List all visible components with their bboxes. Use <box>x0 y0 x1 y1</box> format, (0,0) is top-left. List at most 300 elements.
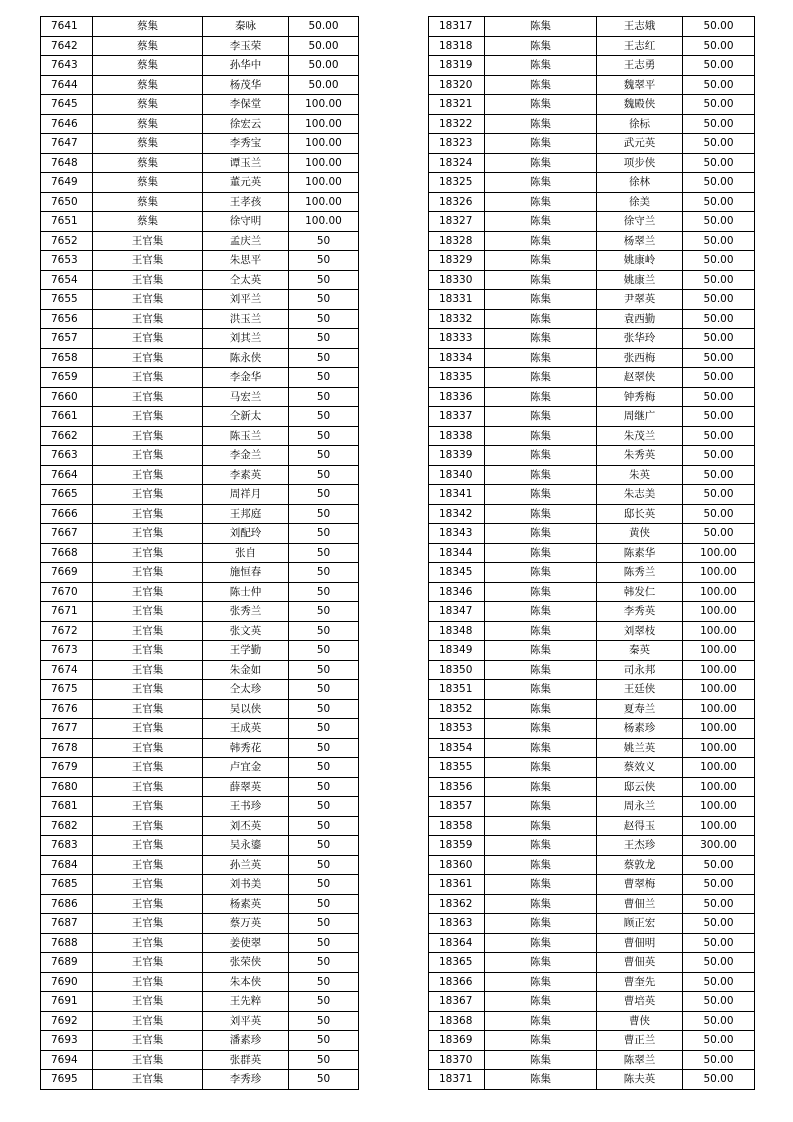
cell-name: 王志娥 <box>597 17 683 37</box>
cell-amount: 50.00 <box>683 465 755 485</box>
table-row <box>41 134 359 154</box>
table-row <box>429 36 755 56</box>
cell-number: 18321 <box>429 95 485 115</box>
cell-amount: 50 <box>289 894 359 914</box>
table-row <box>41 173 359 193</box>
cell-amount: 50 <box>289 1031 359 1051</box>
cell-number: 7693 <box>41 1031 93 1051</box>
cell-amount: 50 <box>289 992 359 1012</box>
cell-amount: 50.00 <box>683 270 755 290</box>
cell-name: 王廷侠 <box>597 680 683 700</box>
table-row <box>41 992 359 1012</box>
cell-name: 陈玉兰 <box>203 426 289 446</box>
cell-location: 陈集 <box>485 660 597 680</box>
cell-name: 朱思平 <box>203 251 289 271</box>
cell-number: 7668 <box>41 543 93 563</box>
table-row <box>429 972 755 992</box>
table-row <box>429 680 755 700</box>
cell-number: 7674 <box>41 660 93 680</box>
table-row <box>41 582 359 602</box>
table-row <box>429 426 755 446</box>
table-row <box>41 17 359 37</box>
table-row <box>429 387 755 407</box>
cell-number: 18327 <box>429 212 485 232</box>
cell-location: 陈集 <box>485 582 597 602</box>
cell-name: 张群英 <box>203 1050 289 1070</box>
cell-amount: 50 <box>289 777 359 797</box>
cell-location: 蔡集 <box>93 36 203 56</box>
cell-name: 徐宏云 <box>203 114 289 134</box>
table-row <box>41 855 359 875</box>
cell-location: 陈集 <box>485 933 597 953</box>
cell-number: 7660 <box>41 387 93 407</box>
cell-number: 18340 <box>429 465 485 485</box>
cell-amount: 100.00 <box>683 660 755 680</box>
cell-name: 张荣侠 <box>203 953 289 973</box>
cell-number: 7686 <box>41 894 93 914</box>
cell-amount: 50 <box>289 719 359 739</box>
table-row <box>41 192 359 212</box>
table-row <box>41 972 359 992</box>
table-row <box>41 699 359 719</box>
cell-name: 周继广 <box>597 407 683 427</box>
table-row <box>41 465 359 485</box>
cell-number: 18362 <box>429 894 485 914</box>
cell-location: 王官集 <box>93 348 203 368</box>
cell-name: 李秀宝 <box>203 134 289 154</box>
table-row <box>429 173 755 193</box>
cell-name: 赵得玉 <box>597 816 683 836</box>
cell-name: 李金华 <box>203 368 289 388</box>
cell-number: 18354 <box>429 738 485 758</box>
table-row <box>429 446 755 466</box>
table-row <box>429 524 755 544</box>
cell-location: 王官集 <box>93 816 203 836</box>
table-row <box>41 251 359 271</box>
cell-name: 曹奎先 <box>597 972 683 992</box>
cell-location: 陈集 <box>485 426 597 446</box>
cell-location: 陈集 <box>485 1011 597 1031</box>
table-row <box>41 446 359 466</box>
cell-amount: 50.00 <box>683 348 755 368</box>
cell-amount: 50 <box>289 875 359 895</box>
table-row <box>41 36 359 56</box>
table-row <box>429 855 755 875</box>
cell-name: 潘素珍 <box>203 1031 289 1051</box>
cell-name: 董元英 <box>203 173 289 193</box>
cell-name: 王成英 <box>203 719 289 739</box>
cell-number: 18364 <box>429 933 485 953</box>
cell-name: 姜使翠 <box>203 933 289 953</box>
cell-location: 陈集 <box>485 212 597 232</box>
cell-number: 18361 <box>429 875 485 895</box>
cell-location: 陈集 <box>485 309 597 329</box>
table-row <box>429 602 755 622</box>
cell-number: 18357 <box>429 797 485 817</box>
cell-amount: 50 <box>289 641 359 661</box>
cell-number: 18350 <box>429 660 485 680</box>
cell-location: 陈集 <box>485 114 597 134</box>
table-row <box>429 953 755 973</box>
cell-name: 王志红 <box>597 36 683 56</box>
cell-name: 蔡万英 <box>203 914 289 934</box>
cell-name: 徐守明 <box>203 212 289 232</box>
cell-amount: 50.00 <box>683 56 755 76</box>
cell-number: 18366 <box>429 972 485 992</box>
cell-location: 王官集 <box>93 777 203 797</box>
cell-location: 陈集 <box>485 855 597 875</box>
cell-amount: 50 <box>289 446 359 466</box>
cell-number: 7647 <box>41 134 93 154</box>
table-row <box>429 114 755 134</box>
cell-number: 18359 <box>429 836 485 856</box>
table-row <box>41 641 359 661</box>
cell-amount: 50.00 <box>683 504 755 524</box>
cell-name: 邸云侠 <box>597 777 683 797</box>
cell-amount: 50 <box>289 758 359 778</box>
cell-number: 7666 <box>41 504 93 524</box>
table-row <box>429 504 755 524</box>
cell-name: 陈士仲 <box>203 582 289 602</box>
cell-location: 陈集 <box>485 270 597 290</box>
cell-number: 18325 <box>429 173 485 193</box>
cell-location: 陈集 <box>485 1050 597 1070</box>
cell-number: 18335 <box>429 368 485 388</box>
cell-amount: 50.00 <box>683 368 755 388</box>
cell-name: 李玉荣 <box>203 36 289 56</box>
table-row <box>429 485 755 505</box>
cell-name: 徐守兰 <box>597 212 683 232</box>
cell-name: 朱英 <box>597 465 683 485</box>
cell-amount: 100.00 <box>683 777 755 797</box>
table-row <box>429 992 755 1012</box>
cell-name: 邸长英 <box>597 504 683 524</box>
table-row <box>429 134 755 154</box>
cell-location: 陈集 <box>485 192 597 212</box>
cell-amount: 100.00 <box>289 192 359 212</box>
right-table-body <box>429 17 755 1090</box>
cell-location: 陈集 <box>485 797 597 817</box>
cell-amount: 50.00 <box>683 855 755 875</box>
cell-name: 孙兰英 <box>203 855 289 875</box>
cell-amount: 50 <box>289 485 359 505</box>
cell-number: 7671 <box>41 602 93 622</box>
cell-number: 7650 <box>41 192 93 212</box>
cell-amount: 100.00 <box>683 758 755 778</box>
table-row <box>429 660 755 680</box>
cell-number: 7649 <box>41 173 93 193</box>
cell-name: 曹佃明 <box>597 933 683 953</box>
cell-amount: 50 <box>289 368 359 388</box>
table-row <box>41 426 359 446</box>
cell-name: 徐美 <box>597 192 683 212</box>
cell-number: 18338 <box>429 426 485 446</box>
left-table <box>40 16 359 1090</box>
table-row <box>429 875 755 895</box>
cell-amount: 50 <box>289 309 359 329</box>
cell-location: 陈集 <box>485 543 597 563</box>
cell-location: 陈集 <box>485 173 597 193</box>
cell-amount: 100.00 <box>683 543 755 563</box>
cell-amount: 50 <box>289 426 359 446</box>
cell-location: 陈集 <box>485 446 597 466</box>
cell-number: 18319 <box>429 56 485 76</box>
table-row <box>429 641 755 661</box>
cell-amount: 50.00 <box>683 192 755 212</box>
cell-name: 吴永鎏 <box>203 836 289 856</box>
cell-name: 马宏兰 <box>203 387 289 407</box>
table-row <box>41 836 359 856</box>
cell-name: 杨茂华 <box>203 75 289 95</box>
cell-name: 仝新太 <box>203 407 289 427</box>
cell-name: 卢宜金 <box>203 758 289 778</box>
table-row <box>41 75 359 95</box>
cell-number: 7646 <box>41 114 93 134</box>
cell-amount: 50 <box>289 543 359 563</box>
cell-location: 王官集 <box>93 621 203 641</box>
table-row <box>429 192 755 212</box>
cell-location: 陈集 <box>485 368 597 388</box>
cell-location: 王官集 <box>93 407 203 427</box>
cell-name: 李秀英 <box>597 602 683 622</box>
cell-number: 7681 <box>41 797 93 817</box>
cell-number: 7679 <box>41 758 93 778</box>
cell-location: 王官集 <box>93 894 203 914</box>
table-row <box>429 1031 755 1051</box>
cell-number: 7663 <box>41 446 93 466</box>
table-row <box>429 329 755 349</box>
cell-location: 陈集 <box>485 504 597 524</box>
left-table-body <box>41 17 359 1090</box>
cell-name: 秦英 <box>597 641 683 661</box>
cell-amount: 50 <box>289 1011 359 1031</box>
cell-name: 武元英 <box>597 134 683 154</box>
table-row <box>429 290 755 310</box>
cell-name: 赵翠侠 <box>597 368 683 388</box>
cell-name: 魏翠平 <box>597 75 683 95</box>
right-table <box>428 16 755 1090</box>
cell-number: 7695 <box>41 1070 93 1090</box>
cell-number: 18336 <box>429 387 485 407</box>
cell-number: 18371 <box>429 1070 485 1090</box>
cell-location: 陈集 <box>485 75 597 95</box>
table-row <box>429 407 755 427</box>
cell-location: 王官集 <box>93 953 203 973</box>
table-row <box>41 621 359 641</box>
cell-name: 陈翠兰 <box>597 1050 683 1070</box>
table-row <box>41 602 359 622</box>
cell-name: 黄侠 <box>597 524 683 544</box>
cell-amount: 50 <box>289 290 359 310</box>
cell-amount: 100.00 <box>289 114 359 134</box>
cell-name: 周永兰 <box>597 797 683 817</box>
cell-location: 陈集 <box>485 407 597 427</box>
cell-amount: 50 <box>289 582 359 602</box>
cell-amount: 50 <box>289 524 359 544</box>
cell-number: 18351 <box>429 680 485 700</box>
cell-number: 18323 <box>429 134 485 154</box>
cell-location: 王官集 <box>93 855 203 875</box>
cell-amount: 50.00 <box>683 426 755 446</box>
cell-number: 7684 <box>41 855 93 875</box>
table-row <box>41 1011 359 1031</box>
cell-location: 陈集 <box>485 680 597 700</box>
cell-number: 7645 <box>41 95 93 115</box>
cell-name: 杨素珍 <box>597 719 683 739</box>
cell-number: 7658 <box>41 348 93 368</box>
cell-location: 蔡集 <box>93 75 203 95</box>
table-row <box>41 387 359 407</box>
cell-amount: 100.00 <box>683 602 755 622</box>
cell-location: 陈集 <box>485 563 597 583</box>
cell-amount: 50.00 <box>683 933 755 953</box>
table-row <box>429 563 755 583</box>
cell-location: 陈集 <box>485 1031 597 1051</box>
cell-name: 王邦庭 <box>203 504 289 524</box>
cell-location: 王官集 <box>93 251 203 271</box>
cell-amount: 100.00 <box>683 816 755 836</box>
cell-number: 18339 <box>429 446 485 466</box>
cell-name: 朱金如 <box>203 660 289 680</box>
cell-amount: 100.00 <box>683 738 755 758</box>
cell-location: 陈集 <box>485 699 597 719</box>
cell-number: 18320 <box>429 75 485 95</box>
table-row <box>41 777 359 797</box>
cell-location: 蔡集 <box>93 134 203 154</box>
cell-number: 18326 <box>429 192 485 212</box>
cell-amount: 50.00 <box>683 329 755 349</box>
cell-location: 蔡集 <box>93 212 203 232</box>
cell-number: 18317 <box>429 17 485 37</box>
cell-location: 陈集 <box>485 17 597 37</box>
table-row <box>41 329 359 349</box>
cell-amount: 50 <box>289 933 359 953</box>
table-row <box>429 17 755 37</box>
cell-name: 魏殿侠 <box>597 95 683 115</box>
cell-amount: 100.00 <box>289 134 359 154</box>
cell-name: 王孝孩 <box>203 192 289 212</box>
cell-number: 7655 <box>41 290 93 310</box>
table-row <box>429 797 755 817</box>
cell-amount: 50 <box>289 797 359 817</box>
cell-name: 李素英 <box>203 465 289 485</box>
cell-name: 李金兰 <box>203 446 289 466</box>
cell-name: 杨素英 <box>203 894 289 914</box>
cell-number: 18337 <box>429 407 485 427</box>
table-row <box>429 212 755 232</box>
table-row <box>429 777 755 797</box>
table-row <box>429 309 755 329</box>
cell-name: 薛翠英 <box>203 777 289 797</box>
cell-name: 夏寿兰 <box>597 699 683 719</box>
cell-amount: 50.00 <box>683 212 755 232</box>
cell-name: 蔡效义 <box>597 758 683 778</box>
cell-amount: 50 <box>289 504 359 524</box>
cell-amount: 100.00 <box>289 153 359 173</box>
cell-name: 王学勤 <box>203 641 289 661</box>
table-row <box>429 95 755 115</box>
cell-number: 7652 <box>41 231 93 251</box>
cell-number: 7687 <box>41 914 93 934</box>
cell-location: 王官集 <box>93 699 203 719</box>
table-row <box>429 836 755 856</box>
cell-name: 韩发仁 <box>597 582 683 602</box>
table-row <box>429 465 755 485</box>
cell-location: 王官集 <box>93 524 203 544</box>
cell-number: 18349 <box>429 641 485 661</box>
cell-name: 孟庆兰 <box>203 231 289 251</box>
cell-location: 陈集 <box>485 465 597 485</box>
table-row <box>429 933 755 953</box>
table-row <box>41 1050 359 1070</box>
cell-name: 项步侠 <box>597 153 683 173</box>
cell-number: 7657 <box>41 329 93 349</box>
cell-name: 仝太英 <box>203 270 289 290</box>
table-row <box>429 816 755 836</box>
cell-name: 朱茂兰 <box>597 426 683 446</box>
cell-number: 7664 <box>41 465 93 485</box>
cell-name: 曹培英 <box>597 992 683 1012</box>
cell-number: 18341 <box>429 485 485 505</box>
cell-amount: 50.00 <box>683 1011 755 1031</box>
cell-amount: 100.00 <box>683 641 755 661</box>
cell-name: 顾正宏 <box>597 914 683 934</box>
cell-amount: 50.00 <box>683 992 755 1012</box>
cell-amount: 100.00 <box>683 719 755 739</box>
cell-amount: 50 <box>289 699 359 719</box>
cell-location: 陈集 <box>485 95 597 115</box>
cell-number: 7676 <box>41 699 93 719</box>
cell-amount: 50 <box>289 855 359 875</box>
cell-number: 7689 <box>41 953 93 973</box>
cell-location: 陈集 <box>485 1070 597 1090</box>
cell-location: 王官集 <box>93 270 203 290</box>
cell-location: 陈集 <box>485 329 597 349</box>
cell-amount: 50.00 <box>683 173 755 193</box>
table-row <box>429 1050 755 1070</box>
cell-location: 蔡集 <box>93 114 203 134</box>
cell-name: 姚康岭 <box>597 251 683 271</box>
cell-amount: 50 <box>289 251 359 271</box>
cell-location: 陈集 <box>485 56 597 76</box>
cell-location: 王官集 <box>93 641 203 661</box>
cell-location: 陈集 <box>485 992 597 1012</box>
cell-name: 姚康兰 <box>597 270 683 290</box>
cell-number: 18330 <box>429 270 485 290</box>
cell-number: 7683 <box>41 836 93 856</box>
cell-amount: 50 <box>289 465 359 485</box>
cell-number: 18332 <box>429 309 485 329</box>
cell-location: 王官集 <box>93 602 203 622</box>
cell-amount: 50.00 <box>683 387 755 407</box>
cell-name: 朱志美 <box>597 485 683 505</box>
cell-name: 刘配玲 <box>203 524 289 544</box>
cell-name: 孙华中 <box>203 56 289 76</box>
cell-amount: 50.00 <box>683 1070 755 1090</box>
cell-name: 尹翠英 <box>597 290 683 310</box>
cell-amount: 50.00 <box>683 75 755 95</box>
cell-amount: 50.00 <box>683 485 755 505</box>
cell-number: 18356 <box>429 777 485 797</box>
cell-name: 张自 <box>203 543 289 563</box>
cell-amount: 50 <box>289 387 359 407</box>
cell-amount: 50.00 <box>683 114 755 134</box>
cell-name: 张西梅 <box>597 348 683 368</box>
cell-location: 王官集 <box>93 738 203 758</box>
cell-location: 陈集 <box>485 387 597 407</box>
cell-amount: 50.00 <box>683 875 755 895</box>
cell-number: 18360 <box>429 855 485 875</box>
